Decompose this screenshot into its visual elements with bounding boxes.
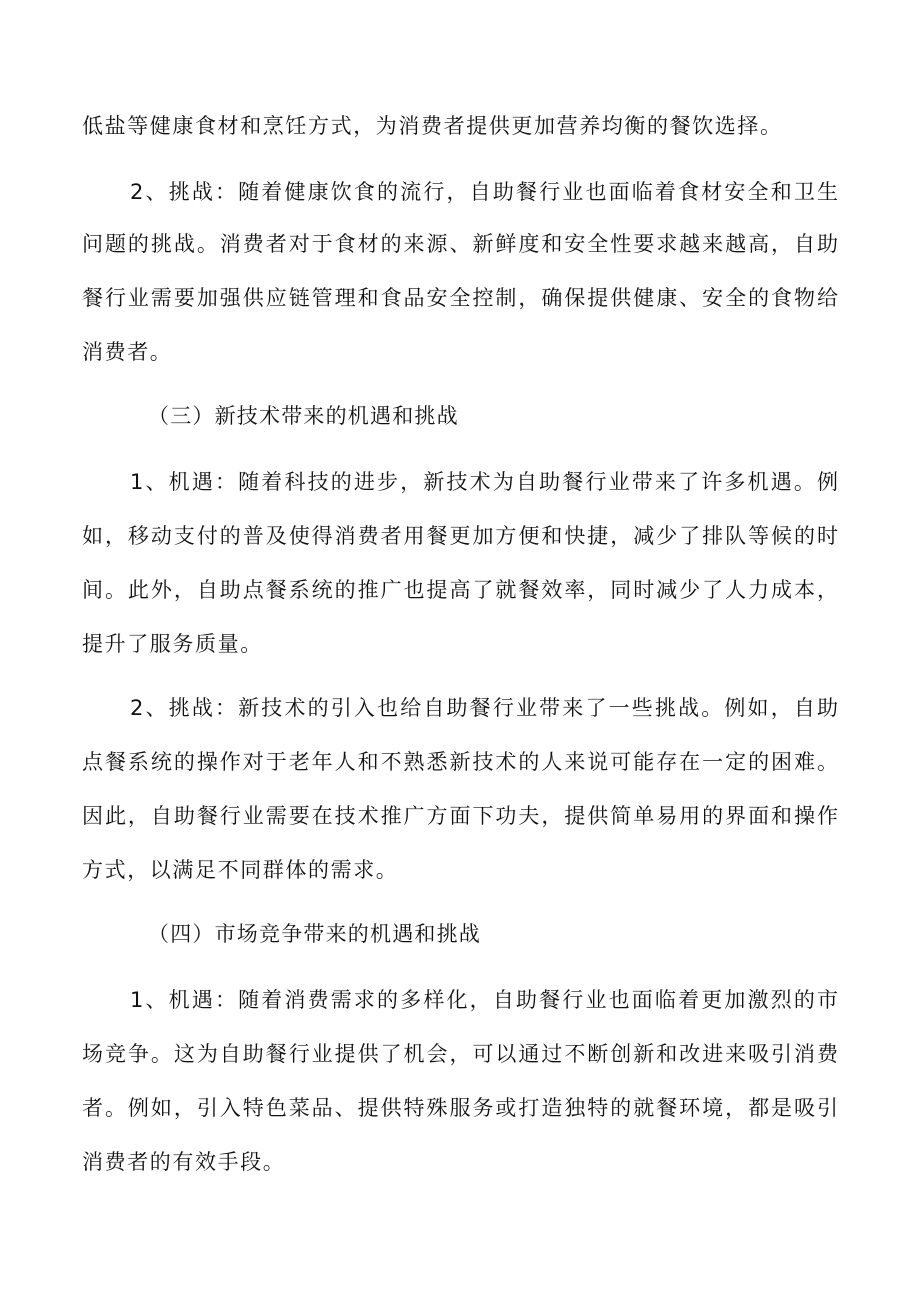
paragraph-line: 提升了服务质量。 [82,632,263,656]
paragraph-line: 方式，以满足不同群体的需求。 [82,858,399,882]
paragraph-line: 场竞争。这为自助餐行业提供了机会，可以通过不断创新和改进来吸引消费 [82,1042,838,1066]
paragraph-line: 餐行业需要加强供应链管理和食品安全控制，确保提供健康、安全的食物给 [82,286,838,310]
paragraph-line: 消费者。 [82,340,173,364]
section-heading: （四）市场竞争带来的机遇和挑战 [148,922,481,946]
paragraph-line: 1、机遇：随着消费需求的多样化，自助餐行业也面临着更加激烈的市 [130,988,838,1012]
paragraph-line: 2、挑战：随着健康饮食的流行，自助餐行业也面临着食材安全和卫生 [130,180,838,204]
paragraph-line: 者。例如，引入特色菜品、提供特殊服务或打造独特的就餐环境，都是吸引 [82,1096,838,1120]
paragraph-line: 2、挑战：新技术的引入也给自助餐行业带来了一些挑战。例如，自助 [130,696,838,720]
paragraph-line: 如，移动支付的普及使得消费者用餐更加方便和快捷，减少了排队等候的时 [82,524,838,548]
paragraph-line: 消费者的有效手段。 [82,1150,286,1174]
paragraph-line: 低盐等健康食材和烹饪方式，为消费者提供更加营养均衡的餐饮选择。 [82,114,783,138]
paragraph-line: 问题的挑战。消费者对于食材的来源、新鲜度和安全性要求越来越高，自助 [82,232,838,256]
paragraph-line: 点餐系统的操作对于老年人和不熟悉新技术的人来说可能存在一定的困难。 [82,750,838,774]
paragraph-line: 间。此外，自助点餐系统的推广也提高了就餐效率，同时减少了人力成本， [82,578,838,602]
paragraph-line: 1、机遇：随着科技的进步，新技术为自助餐行业带来了许多机遇。例 [130,470,838,494]
paragraph-line: 因此，自助餐行业需要在技术推广方面下功夫，提供简单易用的界面和操作 [82,804,838,828]
section-heading: （三）新技术带来的机遇和挑战 [148,404,459,428]
